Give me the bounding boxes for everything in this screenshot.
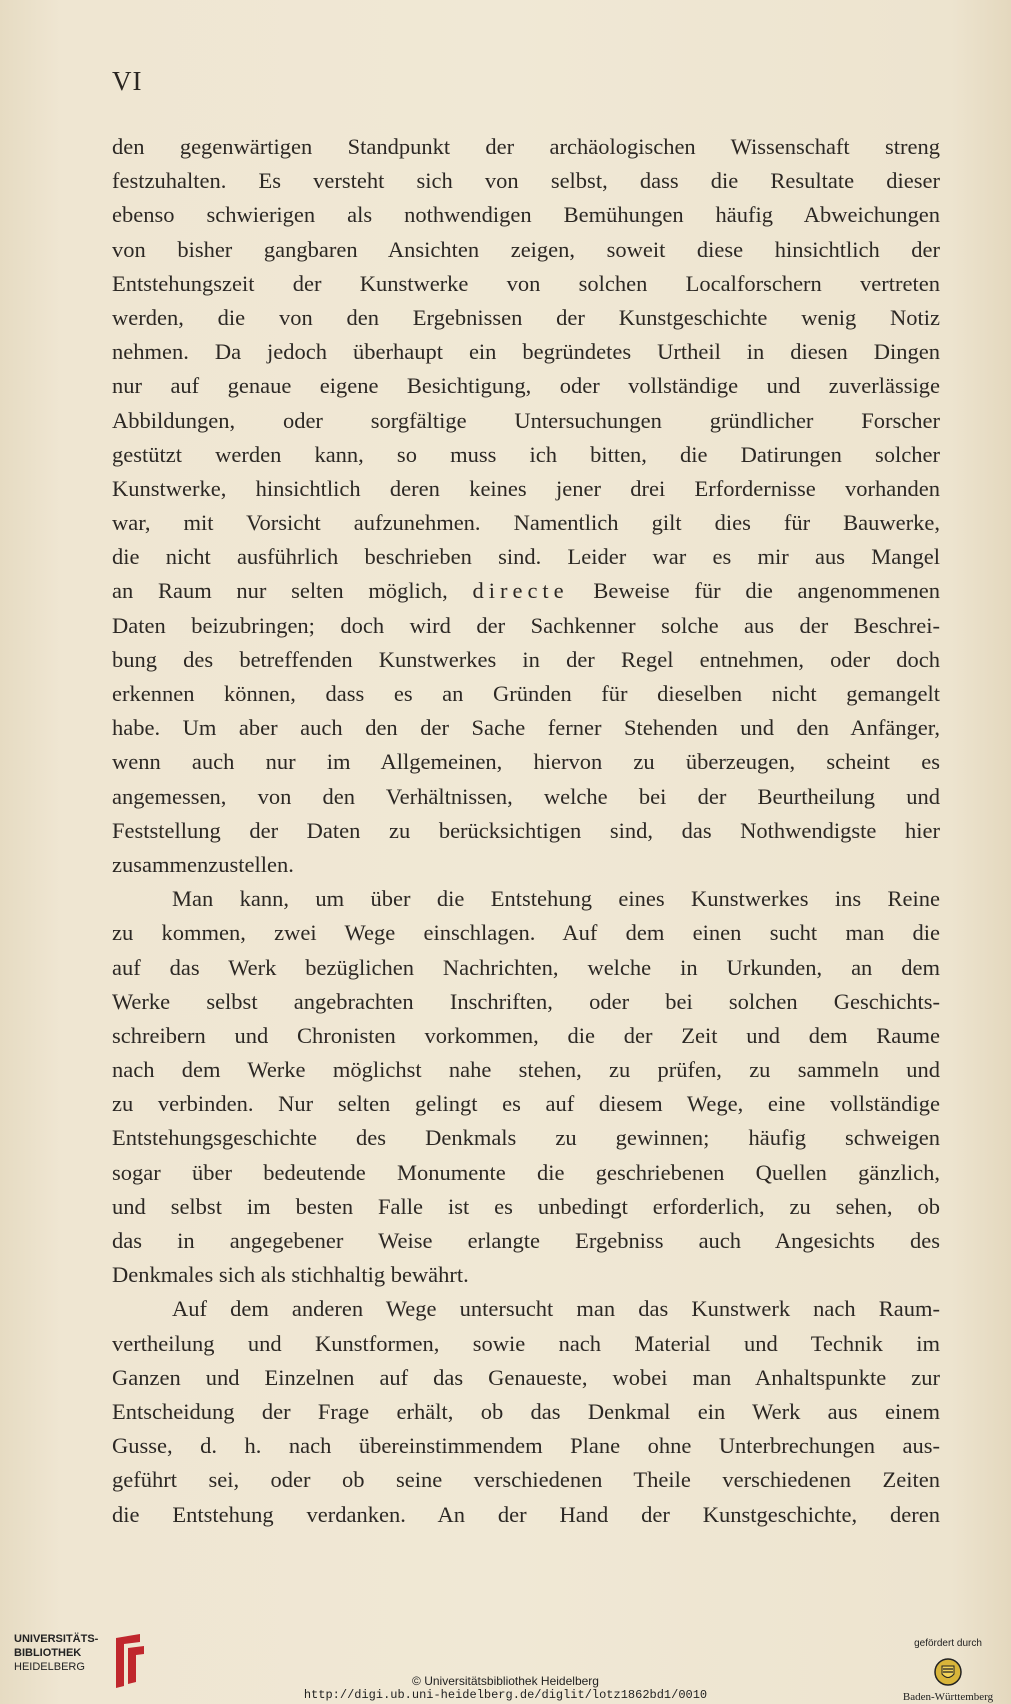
text-line: nehmen. Da jedoch überhaupt ein begründetes Urtheil in diesen Dingen: [112, 339, 940, 365]
text-line: vertheilung und Kunstformen, sowie nach Material und Technik im: [112, 1330, 940, 1356]
library-name-line: BIBLIOTHEK: [14, 1647, 82, 1659]
text-line: schreibern und Chronisten vorkommen, die der Zeit und dem Raume: [112, 1022, 940, 1048]
text-span: Beweise für die angenommenen: [568, 578, 940, 604]
body-text: [112, 130, 940, 1532]
coat-of-arms-icon: [933, 1657, 963, 1687]
text-line: war, mit Vorsicht aufzunehmen. Namentlich gilt dies für Bauwerke,: [112, 510, 940, 536]
page-number: VI: [112, 66, 143, 96]
text-line: [112, 574, 940, 608]
footer: [0, 1610, 1011, 1704]
funding-credit: [888, 1638, 1008, 1703]
spaced-emphasis: directe: [472, 578, 569, 604]
text-line: erkennen können, dass es an Gründen für dieselben nicht gemangelt: [112, 681, 940, 706]
text-line: festzuhalten. Es versteht sich von selbst, dass die Resultate dieser: [112, 168, 940, 194]
text-line: zusammenzustellen.: [112, 851, 294, 877]
text-line: von bisher gangbaren Ansichten zeigen, soweit diese hinsichtlich der: [112, 236, 940, 262]
text-span: an Raum nur selten möglich,: [112, 578, 473, 604]
text-line: auf das Werk bezüglichen Nachrichten, welche in Urkunden, an dem: [112, 954, 940, 980]
text-line: Werke selbst angebrachten Inschriften, oder bei solchen Geschichts-: [112, 988, 940, 1014]
library-name-line: UNIVERSITÄTS-: [14, 1633, 99, 1645]
funding-name: Baden-Württemberg: [902, 1691, 994, 1703]
text-line: die Entstehung verdanken. An der Hand der Kunstgeschichte, deren: [112, 1501, 940, 1527]
text-line: zu kommen, zwei Wege einschlagen. Auf dem einen sucht man die: [112, 920, 940, 946]
funding-label: gefördert durch: [914, 1638, 982, 1649]
text-line: Denkmales sich als stichhaltig bewährt.: [112, 1262, 469, 1288]
text-line: den gegenwärtigen Standpunkt der archäologischen Wissenschaft streng: [112, 134, 940, 159]
text-line: Entstehungsgeschichte des Denkmals zu gewinnen; häufig schweigen: [112, 1125, 940, 1151]
text-line: bung des betreffenden Kunstwerkes in der Regel entnehmen, oder doch: [112, 646, 940, 672]
text-line: ebenso schwierigen als nothwendigen Bemühungen häufig Abweichungen: [112, 202, 940, 228]
text-line: sogar über bedeutende Monumente die geschriebenen Quellen gänzlich,: [112, 1159, 940, 1185]
text-line: Gusse, d. h. nach übereinstimmendem Plane ohne Unterbrechungen aus-: [112, 1433, 940, 1459]
text-line: Abbildungen, oder sorgfältige Untersuchungen gründlicher Forscher: [112, 407, 940, 433]
text-line: gestützt werden kann, so muss ich bitten, die Datirungen solcher: [112, 441, 940, 467]
text-line: werden, die von den Ergebnissen der Kunstgeschichte wenig Notiz: [112, 304, 940, 330]
text-line: angemessen, von den Verhältnissen, welche bei der Beurtheilung und: [112, 783, 940, 809]
text-line: Entstehungszeit der Kunstwerke von solchen Localforschern vertreten: [112, 270, 940, 296]
text-line: wenn auch nur im Allgemeinen, hiervon zu überzeugen, scheint es: [112, 749, 940, 775]
text-line: das in angegebener Weise erlangte Ergebniss auch Angesichts des: [112, 1228, 940, 1253]
text-line: zu verbinden. Nur selten gelingt es auf diesem Wege, eine vollständige: [112, 1091, 940, 1117]
permalink[interactable]: http://digi.ub.uni-heidelberg.de/diglit/lotz1862bd1/0010: [303, 1688, 708, 1702]
library-name: [14, 1632, 98, 1674]
text-line: und selbst im besten Falle ist es unbedingt erforderlich, zu sehen, ob: [112, 1193, 940, 1219]
text-line: Feststellung der Daten zu berücksichtigen sind, das Nothwendigste hier: [112, 817, 940, 843]
text-line: nur auf genaue eigene Besichtigung, oder vollständige und zuverlässige: [112, 373, 940, 399]
text-line: habe. Um aber auch den der Sache ferner Stehenden und den Anfänger,: [112, 715, 940, 741]
text-line: die nicht ausführlich beschrieben sind. Leider war es mir aus Mangel: [112, 544, 940, 570]
text-line: geführt sei, oder ob seine verschiedenen Theile verschiedenen Zeiten: [112, 1467, 940, 1493]
copyright-notice: © Universitätsbibliothek Heidelberg: [412, 1674, 599, 1688]
text-line: Ganzen und Einzelnen auf das Genaueste, wobei man Anhaltspunkte zur: [112, 1364, 940, 1390]
text-line: Kunstwerke, hinsichtlich deren keines jener drei Erfordernisse vorhanden: [112, 475, 940, 501]
text-line: nach dem Werke möglichst nahe stehen, zu prüfen, zu sammeln und: [112, 1057, 940, 1083]
text-line: Auf dem anderen Wege untersucht man das Kunstwerk nach Raum-: [172, 1296, 940, 1322]
text-line: Entscheidung der Frage erhält, ob das Denkmal ein Werk aus einem: [112, 1398, 940, 1424]
text-line: Daten beizubringen; doch wird der Sachkenner solche aus der Beschrei-: [112, 612, 940, 638]
library-name-line: HEIDELBERG: [14, 1661, 85, 1673]
text-line: Man kann, um über die Entstehung eines Kunstwerkes ins Reine: [172, 886, 940, 912]
